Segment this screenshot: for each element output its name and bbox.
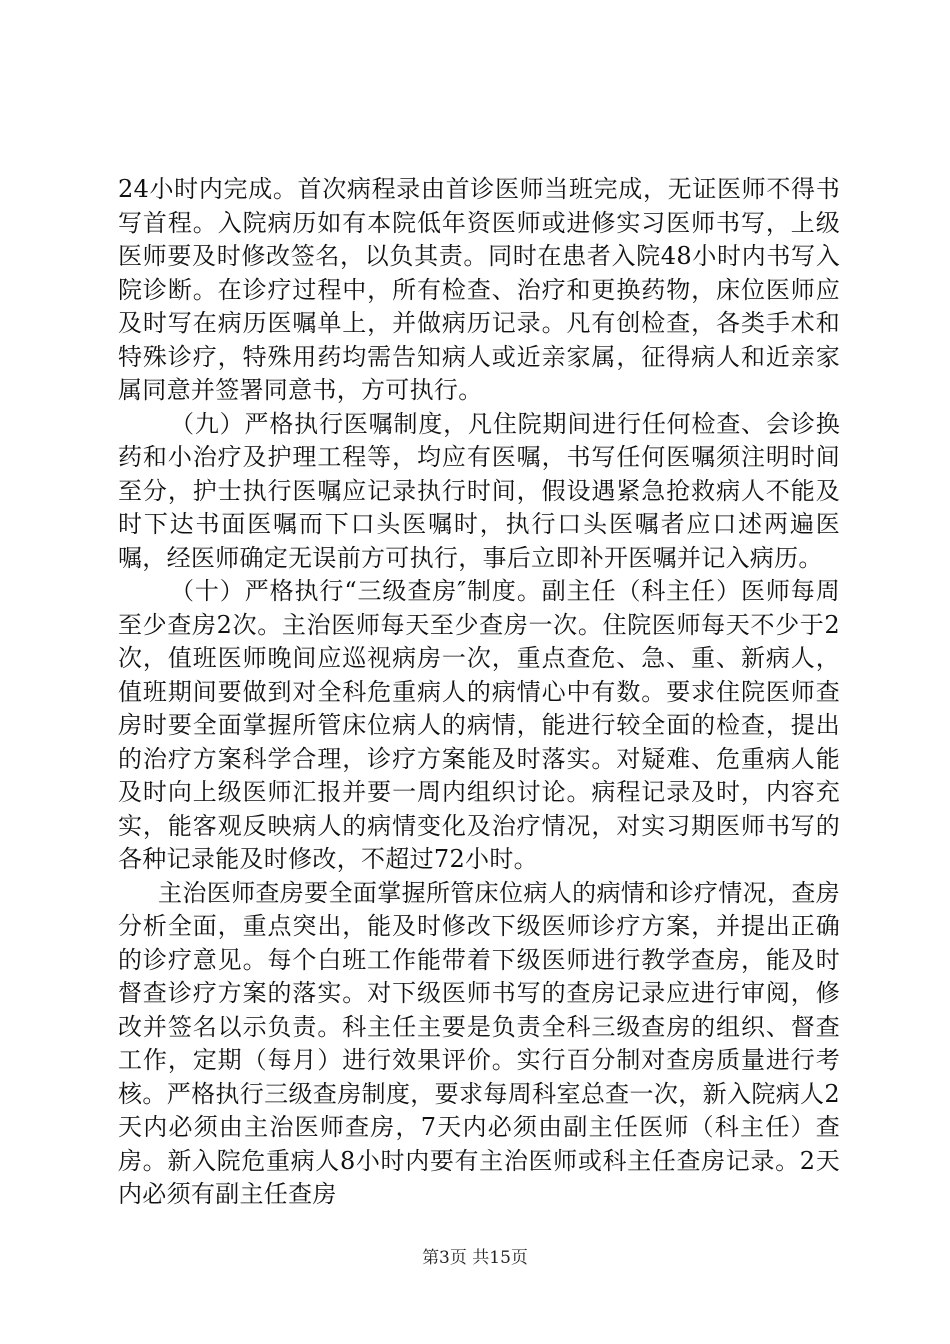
paragraph-2: （九）严格执行医嘱制度，凡住院期间进行任何检查、会诊换药和小治疗及护理工程等，均应有医嘱，书写任何医嘱须注明时间至分，护士执行医嘱应记录执行时间，假设遇紧急抢救病人不能及时下达书面医嘱而下口头医嘱时，执行口头医嘱者应口述两遍医嘱，经医师确定无误前方可执行，事后立即补开医嘱并记入病历。 <box>118 409 840 572</box>
paragraph-3: （十）严格执行“三级查房″制度。副主任（科主任）医师每周至少查房2次。主治医师每天至少查房一次。住院医师每天不少于2次，值班医师晚间应巡视病房一次，重点查危、急、重、新病人，值班期间要做到对全科危重病人的病情心中有数。要求住院医师查房时要全面掌握所管床位病人的病情，能进行较全面的检查，提出的治疗方案科学合理，诊疗方案能及时落实。对疑难、危重病人能及时向上级医师汇报并要一周内组织讨论。病程记录及时，内容充实，能客观反映病人的病情变化及治疗情况，对实习期医师书写的各种记录能及时修改，不超过72小时。 <box>118 577 840 873</box>
paragraph-4: 主治医师查房要全面掌握所管床位病人的病情和诊疗情况，查房分析全面，重点突出，能及时修改下级医师诊疗方案，并提出正确的诊疗意见。每个白班工作能带着下级医师进行教学查房，能及时督查诊疗方案的落实。对下级医师书写的查房记录应进行审阅，修改并签名以示负责。科主任主要是负责全科三级查房的组织、督查工作，定期（每月）进行效果评价。实行百分制对查房质量进行考核。严格执行三级查房制度，要求每周科室总查一次，新入院病人2天内必须由主治医师查房，7天内必须由副主任医师（科主任）查房。新入院危重病人8小时内要有主治医师或科主任查房记录。2天内必须有副主任查房 <box>118 878 840 1208</box>
document-body <box>118 173 840 1212</box>
paragraph-1: 24小时内完成。首次病程录由首诊医师当班完成，无证医师不得书写首程。入院病历如有本院低年资医师或进修实习医师书写，上级医师要及时修改签名，以负其责。同时在患者入院48小时内书写入院诊断。在诊疗过程中，所有检查、治疗和更换药物，床位医师应及时写在病历医嘱单上，并做病历记录。凡有创检查，各类手术和特殊诊疗，特殊用药均需告知病人或近亲家属，征得病人和近亲家属同意并签署同意书，方可执行。 <box>118 175 840 404</box>
page-number-footer: 第3页 共15页 <box>422 1248 528 1268</box>
